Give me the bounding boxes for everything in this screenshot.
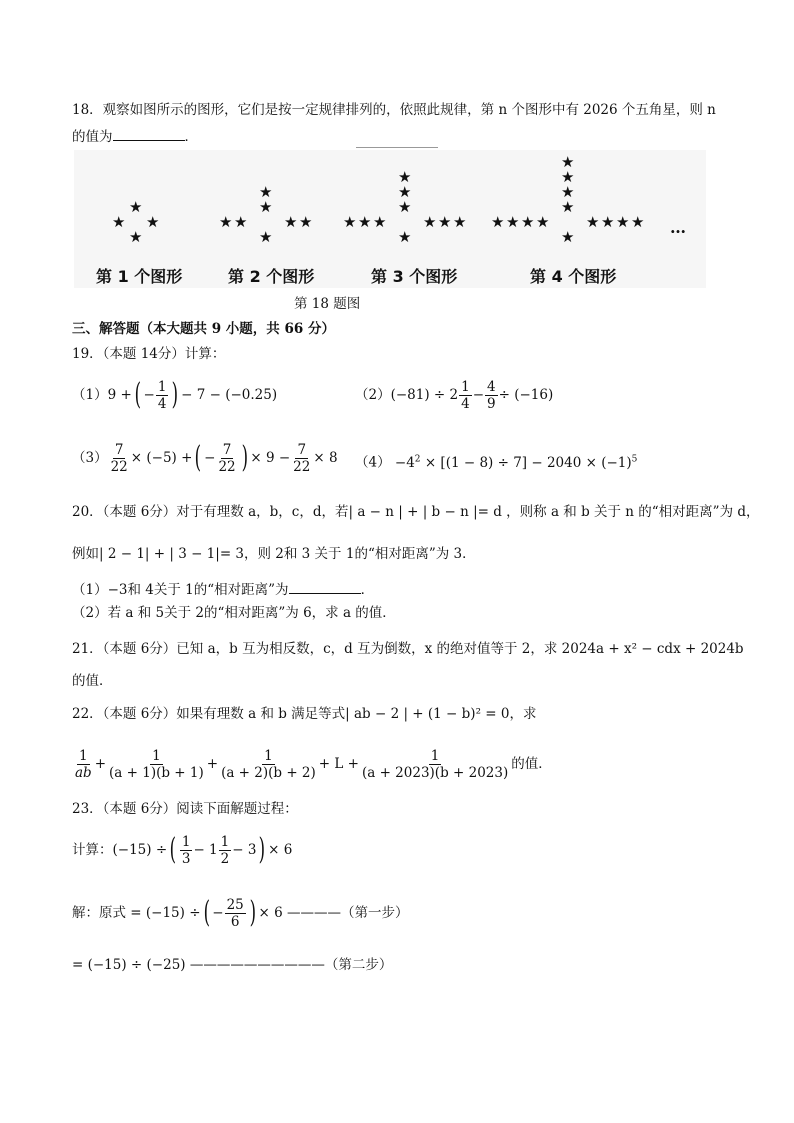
q19-part1-label: （1） (72, 387, 108, 403)
figure-top-rule (356, 147, 438, 148)
figure-ellipsis: … (670, 218, 686, 237)
q20-sub1 (72, 580, 374, 599)
q18-line2-end: ． (184, 129, 198, 145)
q22-line1: 22．（本题 6分）如果有理数 a 和 b 满足等式| ab − 2 | + (1 − b)² = 0，求 (72, 706, 537, 722)
q19-part4-label: （4） (355, 454, 391, 471)
q19-part4: $(4) -4^2 \times [(1 - 8) \div 7] - 2040 \times (-1)^5$ (355, 454, 638, 471)
figure-label-3: 第 3 个图形 (371, 267, 458, 286)
star-mark: ★ (259, 183, 273, 201)
star-mark: ★ (506, 213, 520, 231)
star-mark: ★ (561, 228, 575, 246)
q19-part1: （1） 9 + ( − $\frac{1}{4}$ ) − 7 − (−0.25) (72, 377, 278, 412)
q22-series: $\frac{1}{ab}$ + $\frac{1}{(a + 1)(b + 1)}$ + $\frac{1}{(a + 2)(b + 2)}$ + L + $\frac{1}{(a + 2023)(b + 2023)}$ 的值． (75, 747, 552, 781)
star-mark: ★ (146, 213, 160, 231)
answer-blank[interactable] (113, 127, 185, 141)
q22-tail: 的值． (511, 756, 552, 772)
q23-sol-label: 解：原式 = (−15) ÷ (72, 905, 201, 921)
q23-calc-label: 计算： (72, 842, 113, 858)
figure-caption: 第 18 题图 (294, 296, 361, 312)
q23-calc: 计算： (−15) ÷ ( $\frac{1}{3}$ − 1 $\frac{1}{2}$ − 3 ) × 6 (72, 832, 293, 867)
q20-sub1-text: （1）−3和 4关于 1的“相对距离”为 (72, 582, 289, 598)
q20-line1: 20．（本题 6分）对于有理数 a，b，c，d，若| a − n | + | b − n |= d ，则称 a 和 b 关于 n 的“相对距离”为 d， (72, 504, 760, 520)
q23-stem: 23．（本题 6分）阅读下面解题过程： (72, 801, 298, 817)
star-mark: ★ (129, 228, 143, 246)
star-mark: ★ (536, 213, 550, 231)
q20-sub2: （2）若 a 和 5关于 2的“相对距离”为 6，求 a 的值． (72, 605, 396, 621)
star-mark: ★ (284, 213, 298, 231)
star-mark: ★ (521, 213, 535, 231)
q19-part3-label: （3） (72, 450, 108, 466)
q18-line2-text: 的值为 (72, 129, 113, 145)
section-heading: 三、解答题（本大题共 9 小题，共 66 分） (72, 321, 335, 337)
star-mark: ★ (586, 213, 600, 231)
star-mark: ★ (561, 198, 575, 216)
star-mark: ★ (358, 213, 372, 231)
star-mark: ★ (561, 168, 575, 186)
star-mark: ★ (112, 213, 126, 231)
q23-solution-step2: = (−15) ÷ (−25) ——————————（第二步） (72, 957, 393, 973)
star-mark: ★ (343, 213, 357, 231)
star-mark: ★ (601, 213, 615, 231)
q19-part2-label: （2） (355, 387, 391, 403)
star-mark: ★ (398, 228, 412, 246)
q18-line2 (72, 127, 198, 146)
star-mark: ★ (398, 198, 412, 216)
star-mark: ★ (373, 213, 387, 231)
q19-stem: 19．（本题 14分）计算： (72, 346, 226, 362)
q20-line2: 例如| 2 − 1| + | 3 − 1|= 3，则 2和 3 关于 1的“相对距离”为 3． (72, 546, 476, 562)
q21-line1: 21．（本题 6分）已知 a，b 互为相反数，c，d 互为倒数，x 的绝对值等于 2，求 2024a + x² − cdx + 2024b (72, 641, 744, 657)
figure-label-2: 第 2 个图形 (228, 267, 315, 286)
star-mark: ★ (561, 153, 575, 171)
star-mark: ★ (398, 168, 412, 186)
star-mark: ★ (423, 213, 437, 231)
star-mark: ★ (259, 198, 273, 216)
star-mark: ★ (453, 213, 467, 231)
q23-step1-text: × 6 ————（第一步） (258, 905, 409, 921)
q20-sub1-end: ． (360, 582, 375, 598)
star-mark: ★ (234, 213, 248, 231)
star-mark: ★ (491, 213, 505, 231)
star-mark: ★ (616, 213, 630, 231)
q19-part2: （2） (−81) ÷ 2 $\frac{1}{4}$ − $\frac{4}{9}$ ÷ (−16) (355, 378, 554, 412)
star-mark: ★ (561, 183, 575, 201)
q19-part3: （3） $\frac{7}{22}$ × (−5) + ( − $\frac{7}{22}$ ) × 9 − $\frac{7}{22}$ × 8 (72, 440, 338, 475)
q23-solution-step1: 解：原式 = (−15) ÷ ( − $\frac{25}{6}$ ) × 6 ————（第一步） (72, 895, 409, 930)
star-mark: ★ (259, 228, 273, 246)
star-mark: ★ (299, 213, 313, 231)
q21-line2: 的值． (72, 673, 113, 689)
q18-line1: 18．观察如图所示的图形，它们是按一定规律排列的，依照此规律，第 n 个图形中有 2026 个五角星，则 n (72, 102, 716, 118)
star-mark: ★ (219, 213, 233, 231)
figure-label-4: 第 4 个图形 (530, 267, 617, 286)
star-mark: ★ (438, 213, 452, 231)
figure-label-1: 第 1 个图形 (96, 267, 183, 286)
answer-blank[interactable] (289, 580, 361, 594)
star-mark: ★ (398, 183, 412, 201)
star-mark: ★ (631, 213, 645, 231)
star-mark: ★ (129, 198, 143, 216)
